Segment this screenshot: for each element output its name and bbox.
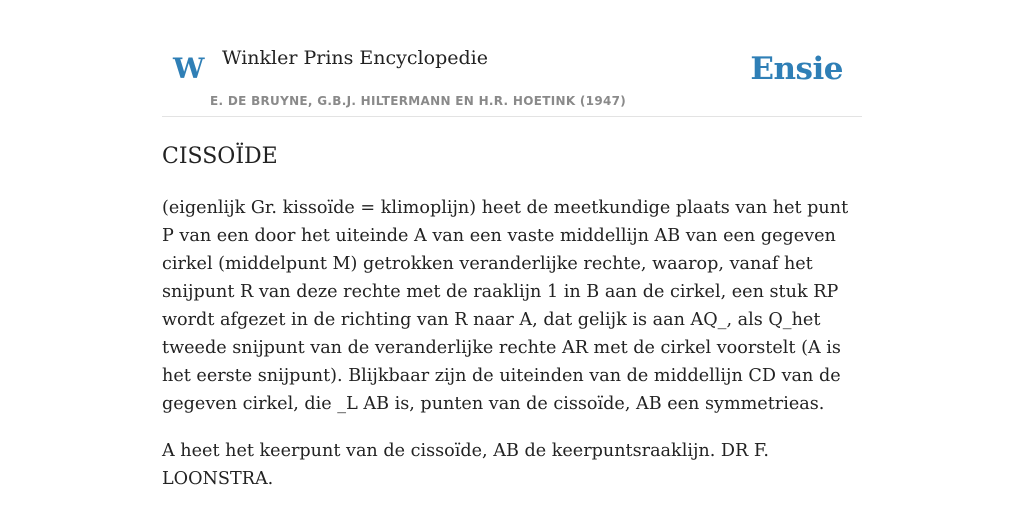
article-paragraph: (eigenlijk Gr. kissoïde = klimoplijn) heet de meetkundige plaats van het punt P van een door het uiteinde A van een vaste middellijn AB van een gegeven cirkel (middelpunt M) getrokken veranderlijke rechte, waarop, vanaf het snijpunt R van deze rechte met de raaklijn 1 in B aan de cirkel, een stuk RP wordt afgezet in de richting van R naar A, dat gelijk is aan AQ_, als Q_het tweede snijpunt van de veranderlijke rechte AR met de cirkel voorstelt (A is het eerste snijpunt). Blijkbaar zijn de uiteinden van de middellijn CD van de gegeven cirkel, die _L AB is, punten van de cissoïde, AB een symmetrieas. — [162, 198, 849, 414]
encyclopedia-title[interactable]: Winkler Prins Encyclopedie — [222, 47, 488, 69]
page-header — [162, 0, 862, 117]
encyclopedia-logo[interactable]: W — [173, 52, 205, 85]
article-page — [162, 0, 862, 493]
article-paragraph: A heet het keerpunt van de cissoïde, AB de keerpuntsraaklijn. DR F. LOONSTRA. — [162, 441, 769, 489]
authors-line: E. DE BRUYNE, G.B.J. HILTERMANN EN H.R. HOETINK (1947) — [210, 94, 627, 108]
article-headword: CISSOÏDE — [162, 144, 278, 169]
ensie-logo[interactable]: Ensie — [750, 51, 843, 87]
